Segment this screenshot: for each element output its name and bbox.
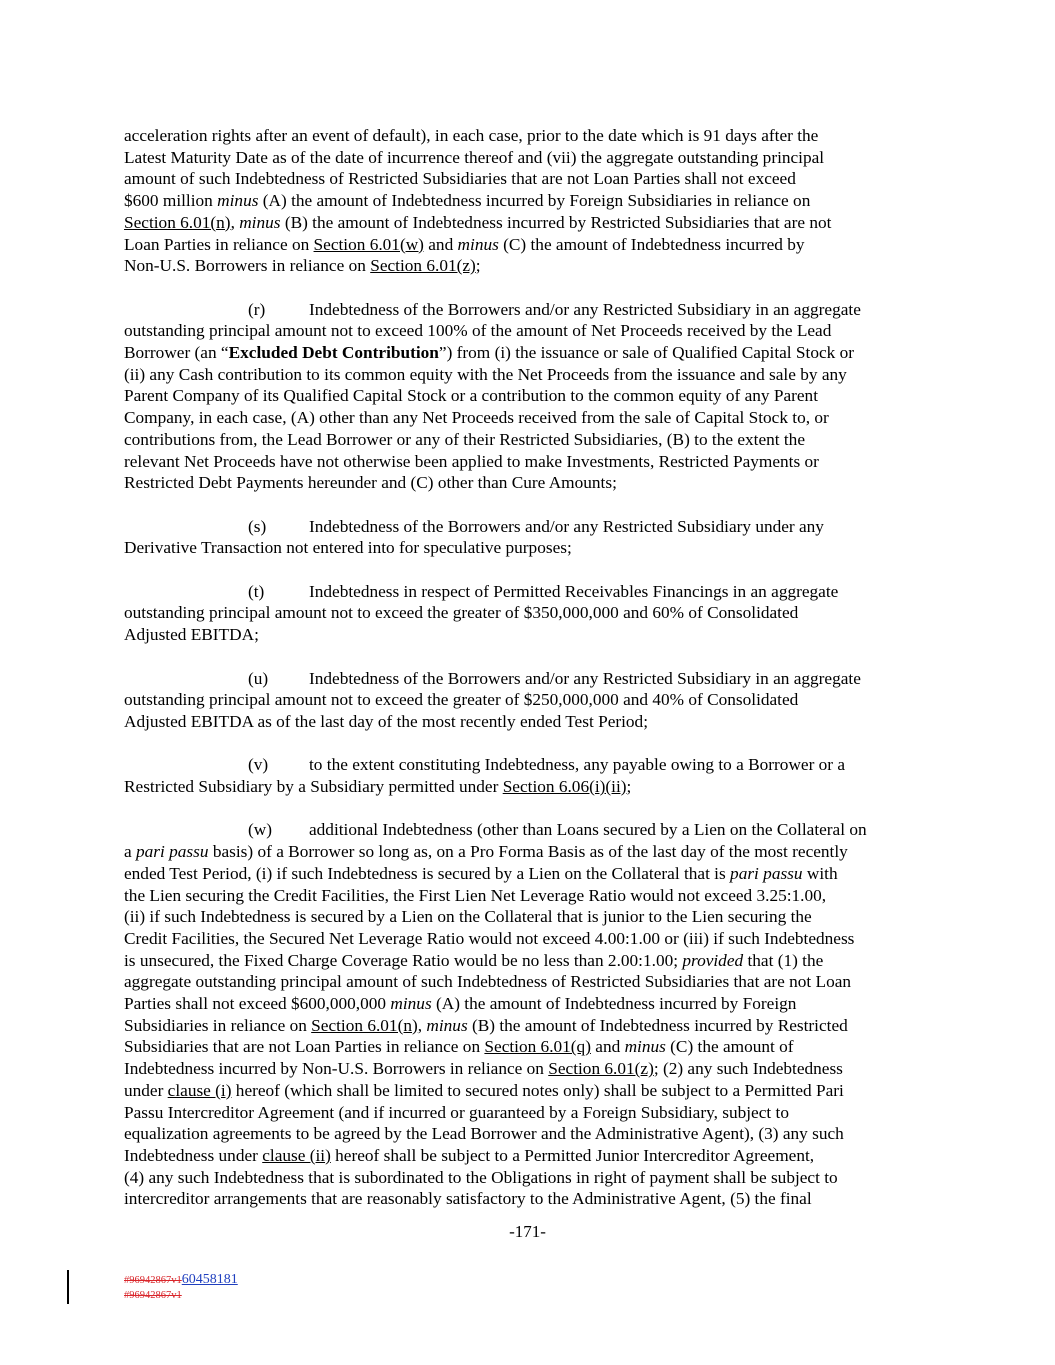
text-run: Indebtedness in respect of Permitted Receivables Financings in an aggregate	[309, 581, 839, 601]
text-line	[124, 234, 934, 256]
italic-term: pari passu	[136, 842, 209, 862]
text-run: a	[124, 842, 136, 862]
text-line: outstanding principal amount not to exceed 100% of the amount of Net Proceeds received by the Lead	[124, 321, 832, 341]
paragraph-w	[124, 819, 934, 1210]
text-run: Loan Parties in reliance on	[124, 234, 314, 254]
text-run: Indebtedness under	[124, 1145, 263, 1165]
text-line: the Lien securing the Credit Facilities, the First Lien Net Leverage Ratio would not exceed 3.25:1.00,	[124, 885, 827, 905]
paragraph-v	[124, 754, 934, 797]
section-reference: Section 6.01(z)	[370, 256, 476, 276]
clause-label: (v)	[248, 755, 269, 775]
clause-reference: clause (ii)	[262, 1145, 331, 1165]
text-line: outstanding principal amount not to exceed the greater of $250,000,000 and 40% of Consolidated	[124, 690, 799, 710]
text-run: basis) of a Borrower so long as, on a Pro Forma Basis as of the last day of the most recently	[208, 842, 848, 862]
clause-label: (u)	[248, 668, 269, 688]
text-line	[124, 1058, 934, 1080]
text-line	[124, 1080, 934, 1102]
paragraph-u	[124, 668, 934, 733]
text-run: Indebtedness of the Borrowers and/or any Restricted Subsidiary in an aggregate	[309, 299, 861, 319]
clause-reference: clause (i)	[167, 1080, 232, 1100]
text-line	[124, 255, 934, 277]
text-line: Passu Intercreditor Agreement (and if incurred or guaranteed by a Foreign Subsidiary, subject to	[124, 1102, 789, 1122]
page-number: -171-	[509, 1222, 546, 1241]
text-run: with	[802, 863, 838, 883]
defined-term: Excluded Debt Contribution	[228, 343, 439, 363]
text-line: (ii) any Cash contribution to its common equity with the Net Proceeds from the issuance and sale by any	[124, 364, 847, 384]
text-run: Non-U.S. Borrowers in reliance on	[124, 256, 371, 276]
text-line: amount of such Indebtedness of Restricted Subsidiaries that are not Loan Parties shall not exceed	[124, 169, 796, 189]
text-line	[124, 190, 934, 212]
italic-term: minus	[426, 1015, 468, 1035]
italic-term: minus	[239, 212, 281, 232]
section-reference: Section 6.01(q)	[484, 1037, 591, 1057]
section-reference: Section 6.01(z)	[548, 1059, 654, 1079]
text-run: is unsecured, the Fixed Charge Coverage Ratio would be no less than 2.00:1.00;	[124, 950, 683, 970]
text-run: hereof shall be subject to a Permitted Junior Intercreditor Agreement,	[330, 1145, 815, 1165]
text-run: that (1) the	[743, 950, 824, 970]
text-line	[124, 516, 934, 538]
italic-term: minus	[624, 1037, 666, 1057]
clause-label: (w)	[248, 820, 272, 840]
text-run: Indebtedness of the Borrowers and/or any Restricted Subsidiary in an aggregate	[309, 668, 861, 688]
text-run: and	[423, 234, 458, 254]
text-run: Parties shall not exceed $600,000,000	[124, 994, 391, 1014]
text-line: relevant Net Proceeds have not otherwise been applied to make Investments, Restricted Payments or	[124, 451, 819, 471]
text-line	[124, 950, 934, 972]
text-line: Adjusted EBITDA;	[124, 625, 259, 645]
text-line	[124, 668, 934, 690]
text-line: Restricted Debt Payments hereunder and (C) other than Cure Amounts;	[124, 473, 617, 493]
text-run: ”) from (i) the issuance or sale of Qualified Capital Stock or	[438, 343, 855, 363]
text-run: ;	[475, 256, 481, 276]
text-run: and	[590, 1037, 625, 1057]
clause-label: (r)	[248, 299, 266, 319]
text-run: ,	[230, 212, 240, 232]
text-line: intercreditor arrangements that are reasonably satisfactory to the Administrative Agent, (5) the final	[124, 1189, 812, 1209]
text-line: Company, in each case, (A) other than any Net Proceeds received from the sale of Capital Stock to, or	[124, 408, 829, 428]
text-run: (B) the amount of Indebtedness incurred by Restricted	[467, 1015, 848, 1035]
text-run: Borrower (an “	[124, 343, 229, 363]
section-reference: Section 6.06(i)(ii)	[502, 777, 627, 797]
section-reference: Section 6.01(n)	[124, 212, 231, 232]
text-line	[124, 581, 934, 603]
text-line	[124, 299, 934, 321]
text-run: $600 million	[124, 191, 218, 211]
deleted-doc-id-2: #96942867v1	[124, 1290, 182, 1301]
text-line	[124, 212, 934, 234]
text-line: Credit Facilities, the Secured Net Leverage Ratio would not exceed 4.00:1.00 or (iii) if such Indebtedness	[124, 928, 855, 948]
text-line: Derivative Transaction not entered into for speculative purposes;	[124, 538, 572, 558]
text-run: ended Test Period, (i) if such Indebtedness is secured by a Lien on the Collateral that is	[124, 863, 731, 883]
text-line: (4) any such Indebtedness that is subordinated to the Obligations in right of payment shall be subject to	[124, 1167, 838, 1187]
text-run: (B) the amount of Indebtedness incurred by Restricted Subsidiaries that are not	[280, 212, 832, 232]
text-line	[124, 1145, 934, 1167]
inserted-doc-id: 60458181	[181, 1272, 238, 1287]
text-line	[124, 342, 934, 364]
text-line	[124, 993, 934, 1015]
text-run: ; (2) any such Indebtedness	[653, 1059, 843, 1079]
text-run: Subsidiaries that are not Loan Parties in reliance on	[124, 1037, 485, 1057]
text-line: Parent Company of its Qualified Capital Stock or a contribution to the common equity of any Parent	[124, 386, 818, 406]
text-line: (ii) if such Indebtedness is secured by a Lien on the Collateral that is junior to the Lien securing the	[124, 907, 812, 927]
text-run: Indebtedness of the Borrowers and/or any Restricted Subsidiary under any	[309, 516, 824, 536]
text-run: ,	[417, 1015, 427, 1035]
paragraph-t	[124, 581, 934, 646]
italic-term: pari passu	[730, 863, 803, 883]
text-run: (A) the amount of Indebtedness incurred by Foreign	[431, 994, 797, 1014]
paragraph-r	[124, 299, 934, 494]
text-run: additional Indebtedness (other than Loans secured by a Lien on the Collateral on	[309, 820, 867, 840]
text-run: Subsidiaries in reliance on	[124, 1015, 312, 1035]
text-line	[124, 841, 934, 863]
italic-term: minus	[457, 234, 499, 254]
text-line: acceleration rights after an event of default), in each case, prior to the date which is 91 days after the	[124, 126, 819, 145]
italic-term: provided	[682, 950, 744, 970]
text-run: Indebtedness incurred by Non-U.S. Borrowers in reliance on	[124, 1059, 549, 1079]
text-run: hereof (which shall be limited to secured notes only) shall be subject to a Permitted Pari	[231, 1080, 844, 1100]
section-reference: Section 6.01(w)	[313, 234, 424, 254]
text-run: Restricted Subsidiary by a Subsidiary permitted under	[124, 777, 503, 797]
text-line	[124, 819, 934, 841]
page-body	[124, 125, 934, 1210]
clause-label: (s)	[248, 516, 267, 536]
paragraph-continuation	[124, 125, 934, 277]
text-line	[124, 1036, 934, 1058]
italic-term: minus	[390, 994, 432, 1014]
document-id	[124, 1272, 238, 1288]
text-run: to the extent constituting Indebtedness, any payable owing to a Borrower or a	[309, 755, 846, 775]
text-line	[124, 863, 934, 885]
text-line	[124, 776, 934, 798]
text-line	[124, 754, 934, 776]
text-line: Latest Maturity Date as of the date of incurrence thereof and (vii) the aggregate outstanding principal	[124, 147, 825, 167]
change-bar	[67, 1270, 69, 1304]
text-line	[124, 1015, 934, 1037]
section-reference: Section 6.01(n)	[311, 1015, 418, 1035]
text-run: ;	[626, 777, 632, 797]
text-run: under	[124, 1080, 168, 1100]
italic-term: minus	[217, 191, 259, 211]
text-run: (C) the amount of Indebtedness incurred by	[498, 234, 805, 254]
clause-label: (t)	[248, 581, 265, 601]
text-line: equalization agreements to be agreed by the Lead Borrower and the Administrative Agent), (3) any such	[124, 1124, 844, 1144]
text-line: Adjusted EBITDA as of the last day of the most recently ended Test Period;	[124, 711, 648, 731]
deleted-doc-id: #96942867v1	[124, 1275, 182, 1286]
text-line: aggregate outstanding principal amount of such Indebtedness of Restricted Subsidiaries that are not Loan	[124, 972, 852, 992]
paragraph-s	[124, 516, 934, 559]
text-run: (A) the amount of Indebtedness incurred by Foreign Subsidiaries in reliance on	[258, 191, 811, 211]
text-line: outstanding principal amount not to exceed the greater of $350,000,000 and 60% of Consolidated	[124, 603, 799, 623]
text-line: contributions from, the Lead Borrower or any of their Restricted Subsidiaries, (B) to the extent the	[124, 429, 805, 449]
text-run: (C) the amount of	[665, 1037, 794, 1057]
